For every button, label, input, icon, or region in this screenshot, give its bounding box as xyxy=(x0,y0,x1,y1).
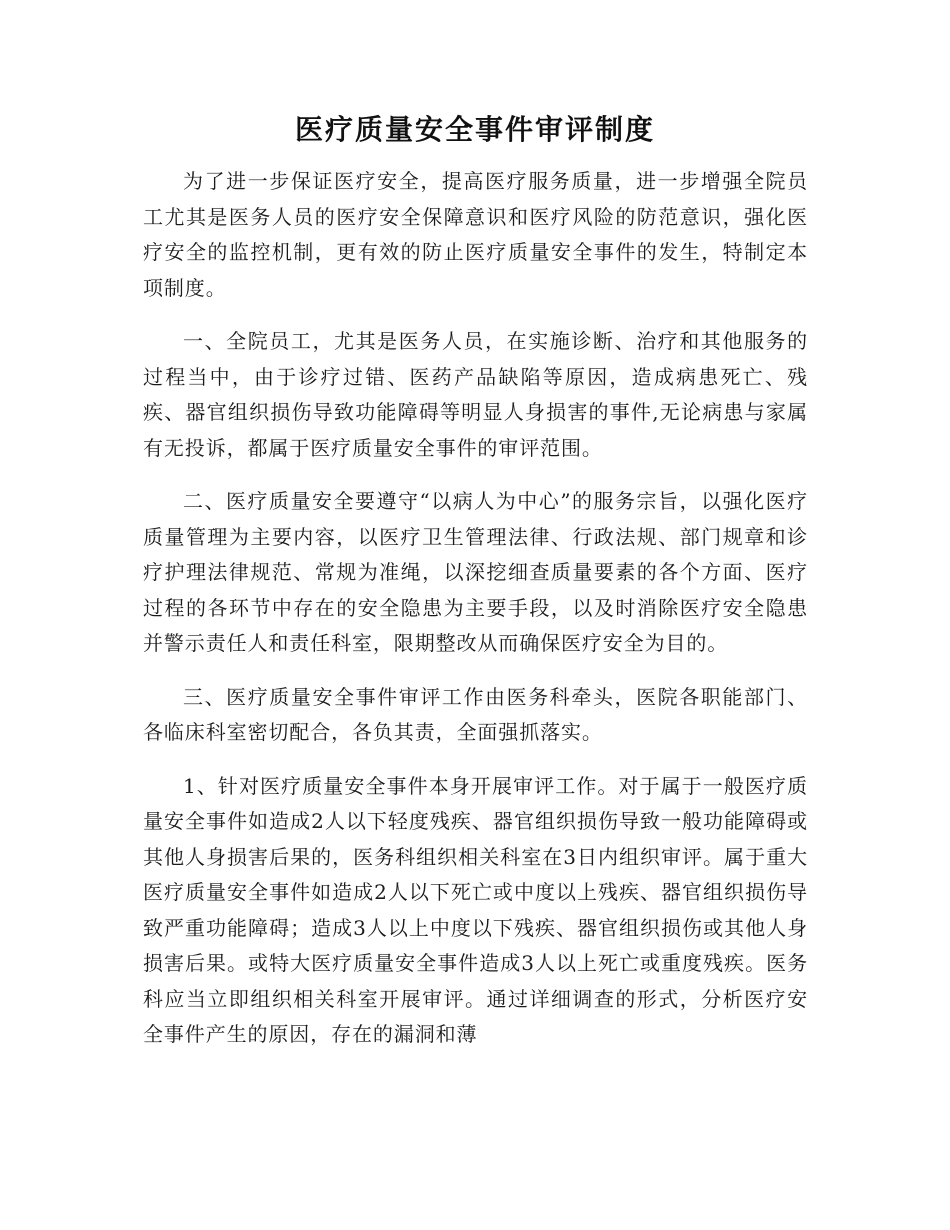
paragraph-item-1: 1、针对医疗质量安全事件本身开展审评工作。对于属于一般医疗质量安全事件如造成2人以下轻度残疾、器官组织损伤导致一般功能障碍或其他人身损害后果的，医务科组织相关科室在3日内组织审评。属于重大医疗质量安全事件如造成2人以下死亡或中度以上残疾、器官组织损伤导致严重功能障碍；造成3人以上中度以下残疾、器官组织损伤或其他人身损害后果。或特大医疗质量安全事件造成3人以上死亡或重度残疾。医务科应当立即组织相关科室开展审评。通过详细调查的形式，分析医疗安全事件产生的原因，存在的漏洞和薄 xyxy=(143,773,808,1046)
document-body xyxy=(143,164,808,1071)
paragraph-section-3: 三、医疗质量安全事件审评工作由医务科牵头，医院各职能部门、各临床科室密切配合，各负其责，全面强抓落实。 xyxy=(143,684,808,744)
paragraph-section-2: 二、医疗质量安全要遵守“以病人为中心”的服务宗旨，以强化医疗质量管理为主要内容，以医疗卫生管理法律、行政法规、部门规章和诊疗护理法律规范、常规为准绳，以深挖细查质量要素的各个方面、医疗过程的各环节中存在的安全隐患为主要手段，以及时消除医疗安全隐患并警示责任人和责任科室，限期整改从而确保医疗安全为目的。 xyxy=(143,489,808,655)
document-title: 医疗质量安全事件审评制度 xyxy=(294,113,655,146)
paragraph-section-1: 一、全院员工，尤其是医务人员，在实施诊断、治疗和其他服务的过程当中，由于诊疗过错、医药产品缺陷等原因，造成病患死亡、残疾、器官组织损伤导致功能障碍等明显人身损害的事件,无论病患与家属有无投诉，都属于医疗质量安全事件的审评范围。 xyxy=(143,329,808,460)
paragraph-intro: 为了进一步保证医疗安全，提高医疗服务质量，进一步增强全院员工尤其是医务人员的医疗安全保障意识和医疗风险的防范意识，强化医疗安全的监控机制，更有效的防止医疗质量安全事件的发生，特制定本项制度。 xyxy=(143,169,808,300)
